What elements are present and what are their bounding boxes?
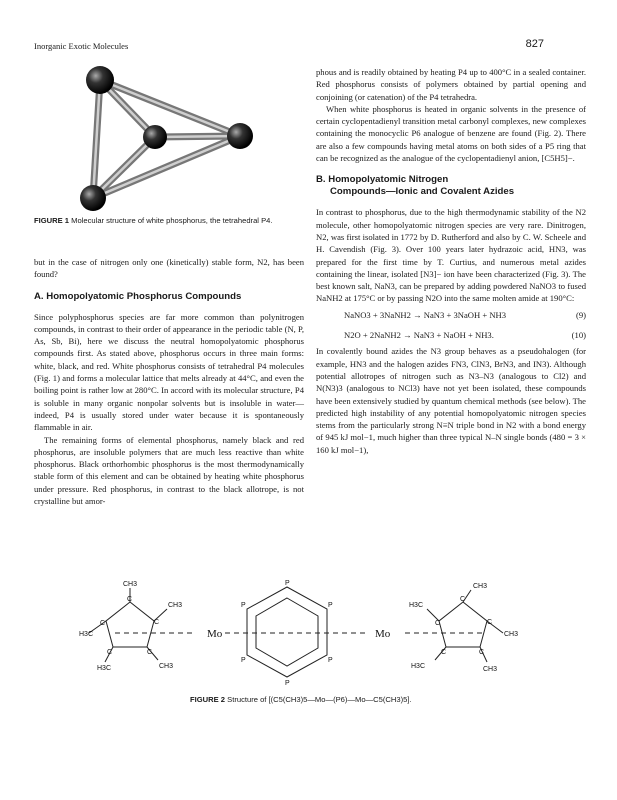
- azides-paragraph: In covalently bound azides the N3 group behaves as a pseudohalogen (for example, HN3 and the halogen azides FN3, ClN3, BrN3, and IN3). Although potential allotropes of nitrogen such as N3–N3 (analogous to Cl2) and N(N3)3 (analogous to NCl3) have not yet been isolated, these compounds have been extensively studied by quantum chemical methods (see below). The predicted high instability of any potential homopolyatomic nitrogen species stems from the particularly strong N≡N triple bond in N2 with a bond energy of 945 kJ mol−1, much higher than three typical N–N single bonds (480 = 3 × 160 kJ mol−1),: [316, 346, 586, 455]
- figure-1-p4-structure: [60, 60, 260, 220]
- figure-1-caption: [34, 215, 304, 226]
- c-label: C: [107, 649, 113, 656]
- intro-paragraph: but in the case of nitrogen only one (kinetically) stable form, N2, has been found?: [34, 257, 304, 280]
- section-b-heading-line-1: B. Homopolyatomic Nitrogen: [316, 174, 449, 186]
- phosphorus-atom: [143, 125, 167, 149]
- phosphorus-atom: [80, 185, 106, 211]
- p-label: P: [328, 602, 333, 609]
- section-b-heading: [316, 174, 586, 198]
- figure-2-mo-p6-structure: [75, 576, 555, 688]
- equation-9-text: NaNO3 + 3NaNH2 → NaN3 + 3NaOH + NH3: [344, 309, 507, 320]
- ch3-label: CH3: [168, 602, 183, 609]
- figure-1-caption-text: Molecular structure of white phosphorus, the tetrahedral P4.: [71, 216, 273, 225]
- ch3-label: CH3: [504, 631, 519, 638]
- mo-label-right: Mo: [375, 628, 391, 640]
- c-label: C: [147, 649, 153, 656]
- mo-label-left: Mo: [207, 628, 223, 640]
- h3c-label: H3C: [79, 631, 94, 638]
- ch3-label: CH3: [473, 583, 488, 590]
- p-label: P: [285, 580, 290, 587]
- equation-10-text: N2O + 2NaNH2 → NaN3 + NaOH + NH3.: [344, 330, 494, 341]
- figure-2-caption: [190, 694, 490, 705]
- p6-complex-paragraph: When white phosphorus is heated in organic solvents in the presence of certain cyclopentadienyl transition metal carbonyl complexes, new complexes containing the monocyclic P6 analogue of benzene are found (Fig. 2). There are also a few compounds having metal atoms on both sides of a P5 ring that can be recognized as the analogue of the cyclopentadienyl anion, [C5H5]−.: [316, 103, 586, 164]
- figure-1-caption-label: FIGURE 1: [34, 216, 70, 225]
- phosphorus-atom: [227, 123, 253, 149]
- c-label: C: [435, 620, 441, 627]
- ch3-label: CH3: [483, 666, 498, 673]
- phosphorus-paragraph-2: The remaining forms of elemental phosphorus, namely black and red phosphorus, are insoluble polymers that are much less reactive than white phosphorus. Black orthorhombic phosphorus is the most thermodynamically stable form of this element and can be obtained by heating white phosphorus under pressure. Red phosphorus, in contrast to the black allotrope, is not crystalline but amor-: [34, 434, 304, 507]
- phosphorus-atom: [86, 66, 114, 94]
- figure-2-caption-label: FIGURE 2: [190, 695, 226, 704]
- p-label: P: [241, 602, 246, 609]
- h3c-label: H3C: [97, 665, 112, 672]
- ch3-label: CH3: [159, 663, 174, 670]
- c-label: C: [487, 619, 493, 626]
- running-title: Inorganic Exotic Molecules: [34, 41, 129, 51]
- p-label: P: [285, 680, 290, 687]
- c-label: C: [154, 619, 160, 626]
- c-label: C: [127, 596, 133, 603]
- page-number: 827: [525, 38, 544, 50]
- p-label: P: [241, 657, 246, 664]
- figure-2-caption-text: Structure of [(C5(CH3)5—Mo—(P6)—Mo—C5(CH3)5].: [227, 695, 412, 704]
- red-phosphorus-paragraph: phous and is readily obtained by heating P4 up to 400°C in a sealed container. Red phosphorus consists of polymers obtained by partial opening and conjoining (or catenation) of the P4 tetrahedra.: [316, 67, 586, 102]
- equation-9-number: (9): [575, 309, 586, 320]
- equation-10: [316, 325, 586, 345]
- p-label: P: [328, 657, 333, 664]
- equation-10-number: (10): [571, 330, 586, 341]
- c-label: C: [479, 649, 485, 656]
- ch3-label: CH3: [123, 581, 138, 588]
- right-column: [316, 66, 586, 456]
- phosphorus-paragraph-1: Since polyphosphorus species are far more common than polynitrogen compounds, in contrast to their order of appearance in the periodic table (N, P, As, Sb, Bi), here we discuss the neutral homopolyatomic phosphorus compounds first. As stated above, phosphorus occurs in three main forms: white, black, and red. White phosphorus consists of tetrahedral P4 molecules (Fig. 1) and forms a molecular lattice that melts already at 44°C, and even the boiling point is rather low at 280°C. In accord with its molecular structure, P4 is soluble in many organic nonpolar solvents but is insoluble in water—indeed, P4 is usually stored under water because it is spontaneously flammable in air.: [34, 311, 304, 433]
- h3c-label: H3C: [409, 602, 424, 609]
- left-column: [34, 256, 304, 507]
- section-a-heading: A. Homopolyatomic Phosphorus Compounds: [34, 290, 242, 302]
- h3c-label: H3C: [411, 663, 426, 670]
- c-label: C: [460, 596, 466, 603]
- section-b-heading-line-2: Compounds—Ionic and Covalent Azides: [330, 186, 515, 198]
- equation-9: [316, 305, 586, 325]
- c-label: C: [441, 649, 447, 656]
- nitrogen-paragraph: In contrast to phosphorus, due to the high thermodynamic stability of the N2 molecule, other homopolyatomic nitrogen species are very rare. Dinitrogen, N2, was first isolated in 1772 by D. Rutherford and also by C. W. Scheele and H. Cavendish (Fig. 3). Over 100 years later hydrazoic acid, HN3, was prepared for the first time by T. Curtius, and numerous metal azides containing the linear, isolated [N3]− ion have been characterized (Fig. 3). The best known salt, NaN3, can be prepared by adding powdered NaNO3 to fused NaNH2 at 175°C or by passing N2O into the same molten amide at 190°C:: [316, 207, 586, 304]
- c-label: C: [100, 620, 106, 627]
